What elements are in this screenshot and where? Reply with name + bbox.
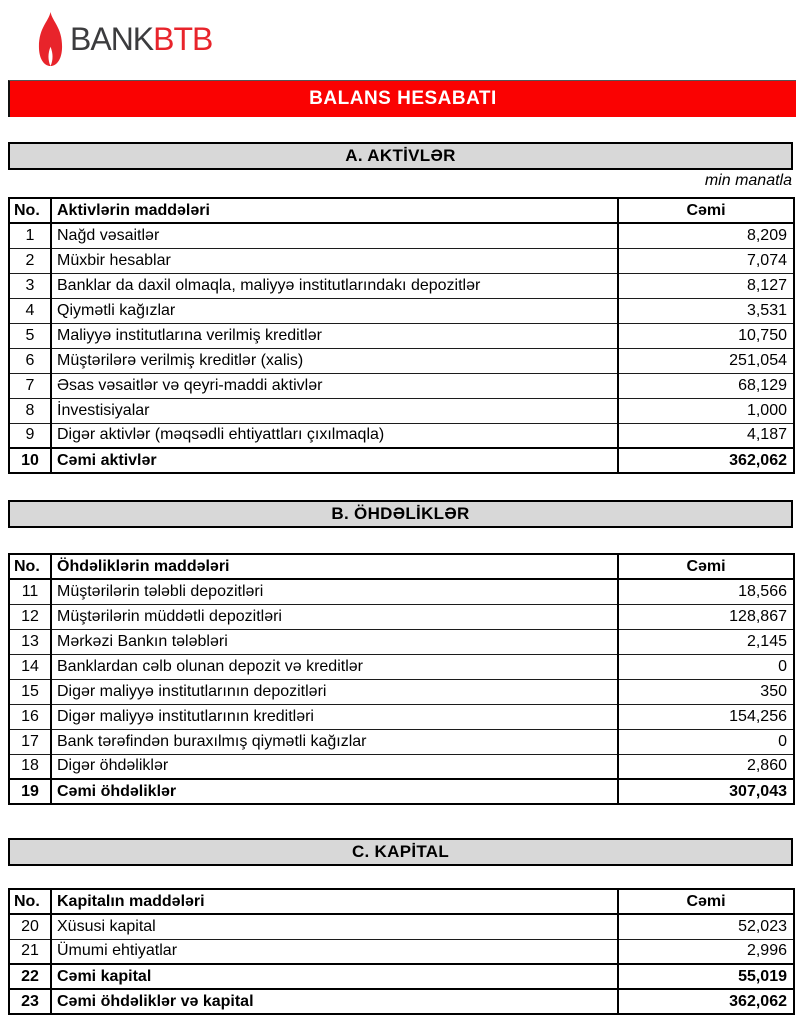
row-no: 22 bbox=[9, 964, 51, 989]
total-row-liabilities bbox=[9, 779, 794, 804]
row-name: Müştərilərə verilmiş kreditlər (xalis) bbox=[51, 348, 618, 373]
row-no: 5 bbox=[9, 323, 51, 348]
total-row-assets bbox=[9, 448, 794, 473]
table-header-row bbox=[9, 198, 794, 223]
table-row bbox=[9, 273, 794, 298]
row-value: 3,531 bbox=[618, 298, 794, 323]
col-header-name: Kapitalın maddələri bbox=[51, 889, 618, 914]
row-name: Cəmi kapital bbox=[51, 964, 618, 989]
total-row-capital bbox=[9, 964, 794, 989]
row-no: 20 bbox=[9, 914, 51, 939]
col-header-name: Öhdəliklərin maddələri bbox=[51, 554, 618, 579]
table-row bbox=[9, 223, 794, 248]
row-value: 2,860 bbox=[618, 754, 794, 779]
row-name: Digər aktivlər (məqsədli ehtiyattları çıxılmaqla) bbox=[51, 423, 618, 448]
col-header-no: No. bbox=[9, 198, 51, 223]
row-name: Müxbir hesablar bbox=[51, 248, 618, 273]
flame-icon bbox=[38, 12, 63, 66]
table-row bbox=[9, 939, 794, 964]
row-no: 18 bbox=[9, 754, 51, 779]
row-name: Digər öhdəliklər bbox=[51, 754, 618, 779]
table-row bbox=[9, 373, 794, 398]
row-name: Banklardan cəlb olunan depozit və kreditlər bbox=[51, 654, 618, 679]
col-header-total: Cəmi bbox=[618, 889, 794, 914]
row-name: Digər maliyyə institutlarının kreditləri bbox=[51, 704, 618, 729]
row-no: 6 bbox=[9, 348, 51, 373]
row-name: Cəmi aktivlər bbox=[51, 448, 618, 473]
row-value: 55,019 bbox=[618, 964, 794, 989]
table-row bbox=[9, 629, 794, 654]
table-row bbox=[9, 398, 794, 423]
col-header-total: Cəmi bbox=[618, 198, 794, 223]
table-row bbox=[9, 754, 794, 779]
row-name: Banklar da daxil olmaqla, maliyyə institutlarındakı depozitlər bbox=[51, 273, 618, 298]
table-row bbox=[9, 579, 794, 604]
row-no: 4 bbox=[9, 298, 51, 323]
row-no: 16 bbox=[9, 704, 51, 729]
row-value: 8,209 bbox=[618, 223, 794, 248]
row-no: 7 bbox=[9, 373, 51, 398]
section-header-assets: A. AKTİVLƏR bbox=[8, 142, 793, 170]
grand-total-row bbox=[9, 989, 794, 1014]
row-value: 2,145 bbox=[618, 629, 794, 654]
row-no: 17 bbox=[9, 729, 51, 754]
logo-bank-text: BANK bbox=[70, 21, 154, 57]
table-header-row bbox=[9, 889, 794, 914]
table-row bbox=[9, 348, 794, 373]
table-row bbox=[9, 604, 794, 629]
row-no: 10 bbox=[9, 448, 51, 473]
row-name: Xüsusi kapital bbox=[51, 914, 618, 939]
row-no: 8 bbox=[9, 398, 51, 423]
row-no: 2 bbox=[9, 248, 51, 273]
row-value: 68,129 bbox=[618, 373, 794, 398]
row-name: Qiymətli kağızlar bbox=[51, 298, 618, 323]
row-value: 307,043 bbox=[618, 779, 794, 804]
col-header-name: Aktivlərin maddələri bbox=[51, 198, 618, 223]
row-name: İnvestisiyalar bbox=[51, 398, 618, 423]
logo-wordmark bbox=[70, 23, 212, 55]
row-no: 21 bbox=[9, 939, 51, 964]
row-value: 0 bbox=[618, 729, 794, 754]
table-row bbox=[9, 679, 794, 704]
col-header-no: No. bbox=[9, 889, 51, 914]
unit-note: min manatla bbox=[704, 172, 792, 189]
row-name: Nağd vəsaitlər bbox=[51, 223, 618, 248]
row-name: Digər maliyyə institutlarının depozitləri bbox=[51, 679, 618, 704]
row-value: 154,256 bbox=[618, 704, 794, 729]
row-value: 0 bbox=[618, 654, 794, 679]
row-name: Ümumi ehtiyatlar bbox=[51, 939, 618, 964]
row-no: 9 bbox=[9, 423, 51, 448]
row-no: 12 bbox=[9, 604, 51, 629]
capital-table bbox=[8, 888, 795, 1015]
row-no: 11 bbox=[9, 579, 51, 604]
row-value: 18,566 bbox=[618, 579, 794, 604]
table-row bbox=[9, 654, 794, 679]
row-value: 128,867 bbox=[618, 604, 794, 629]
table-row bbox=[9, 248, 794, 273]
row-name: Müştərilərin müddətli depozitləri bbox=[51, 604, 618, 629]
row-no: 23 bbox=[9, 989, 51, 1014]
row-name: Maliyyə institutlarına verilmiş kreditlər bbox=[51, 323, 618, 348]
table-row bbox=[9, 323, 794, 348]
row-value: 4,187 bbox=[618, 423, 794, 448]
row-name: Əsas vəsaitlər və qeyri-maddi aktivlər bbox=[51, 373, 618, 398]
report-title: BALANS HESABATI bbox=[309, 88, 497, 109]
liabilities-table bbox=[8, 553, 795, 805]
report-title-banner bbox=[8, 80, 796, 117]
row-value: 52,023 bbox=[618, 914, 794, 939]
section-header-liabilities: B. ÖHDƏLİKLƏR bbox=[8, 500, 793, 528]
row-no: 3 bbox=[9, 273, 51, 298]
assets-table bbox=[8, 197, 795, 474]
row-value: 251,054 bbox=[618, 348, 794, 373]
row-no: 19 bbox=[9, 779, 51, 804]
table-row bbox=[9, 298, 794, 323]
row-name: Mərkəzi Bankın tələbləri bbox=[51, 629, 618, 654]
row-value: 350 bbox=[618, 679, 794, 704]
table-row bbox=[9, 704, 794, 729]
row-name: Cəmi öhdəliklər və kapital bbox=[51, 989, 618, 1014]
row-value: 2,996 bbox=[618, 939, 794, 964]
col-header-total: Cəmi bbox=[618, 554, 794, 579]
row-name: Bank tərəfindən buraxılmış qiymətli kağızlar bbox=[51, 729, 618, 754]
logo-btb-text: BTB bbox=[153, 21, 213, 57]
table-row bbox=[9, 729, 794, 754]
col-header-no: No. bbox=[9, 554, 51, 579]
row-no: 13 bbox=[9, 629, 51, 654]
row-no: 1 bbox=[9, 223, 51, 248]
section-header-capital: C. KAPİTAL bbox=[8, 838, 793, 866]
bank-btb-logo bbox=[38, 8, 212, 70]
row-value: 1,000 bbox=[618, 398, 794, 423]
table-row bbox=[9, 423, 794, 448]
row-value: 8,127 bbox=[618, 273, 794, 298]
row-name: Cəmi öhdəliklər bbox=[51, 779, 618, 804]
table-header-row bbox=[9, 554, 794, 579]
row-value: 10,750 bbox=[618, 323, 794, 348]
table-row bbox=[9, 914, 794, 939]
row-no: 15 bbox=[9, 679, 51, 704]
row-value: 362,062 bbox=[618, 448, 794, 473]
row-value: 362,062 bbox=[618, 989, 794, 1014]
row-no: 14 bbox=[9, 654, 51, 679]
row-value: 7,074 bbox=[618, 248, 794, 273]
row-name: Müştərilərin tələbli depozitləri bbox=[51, 579, 618, 604]
